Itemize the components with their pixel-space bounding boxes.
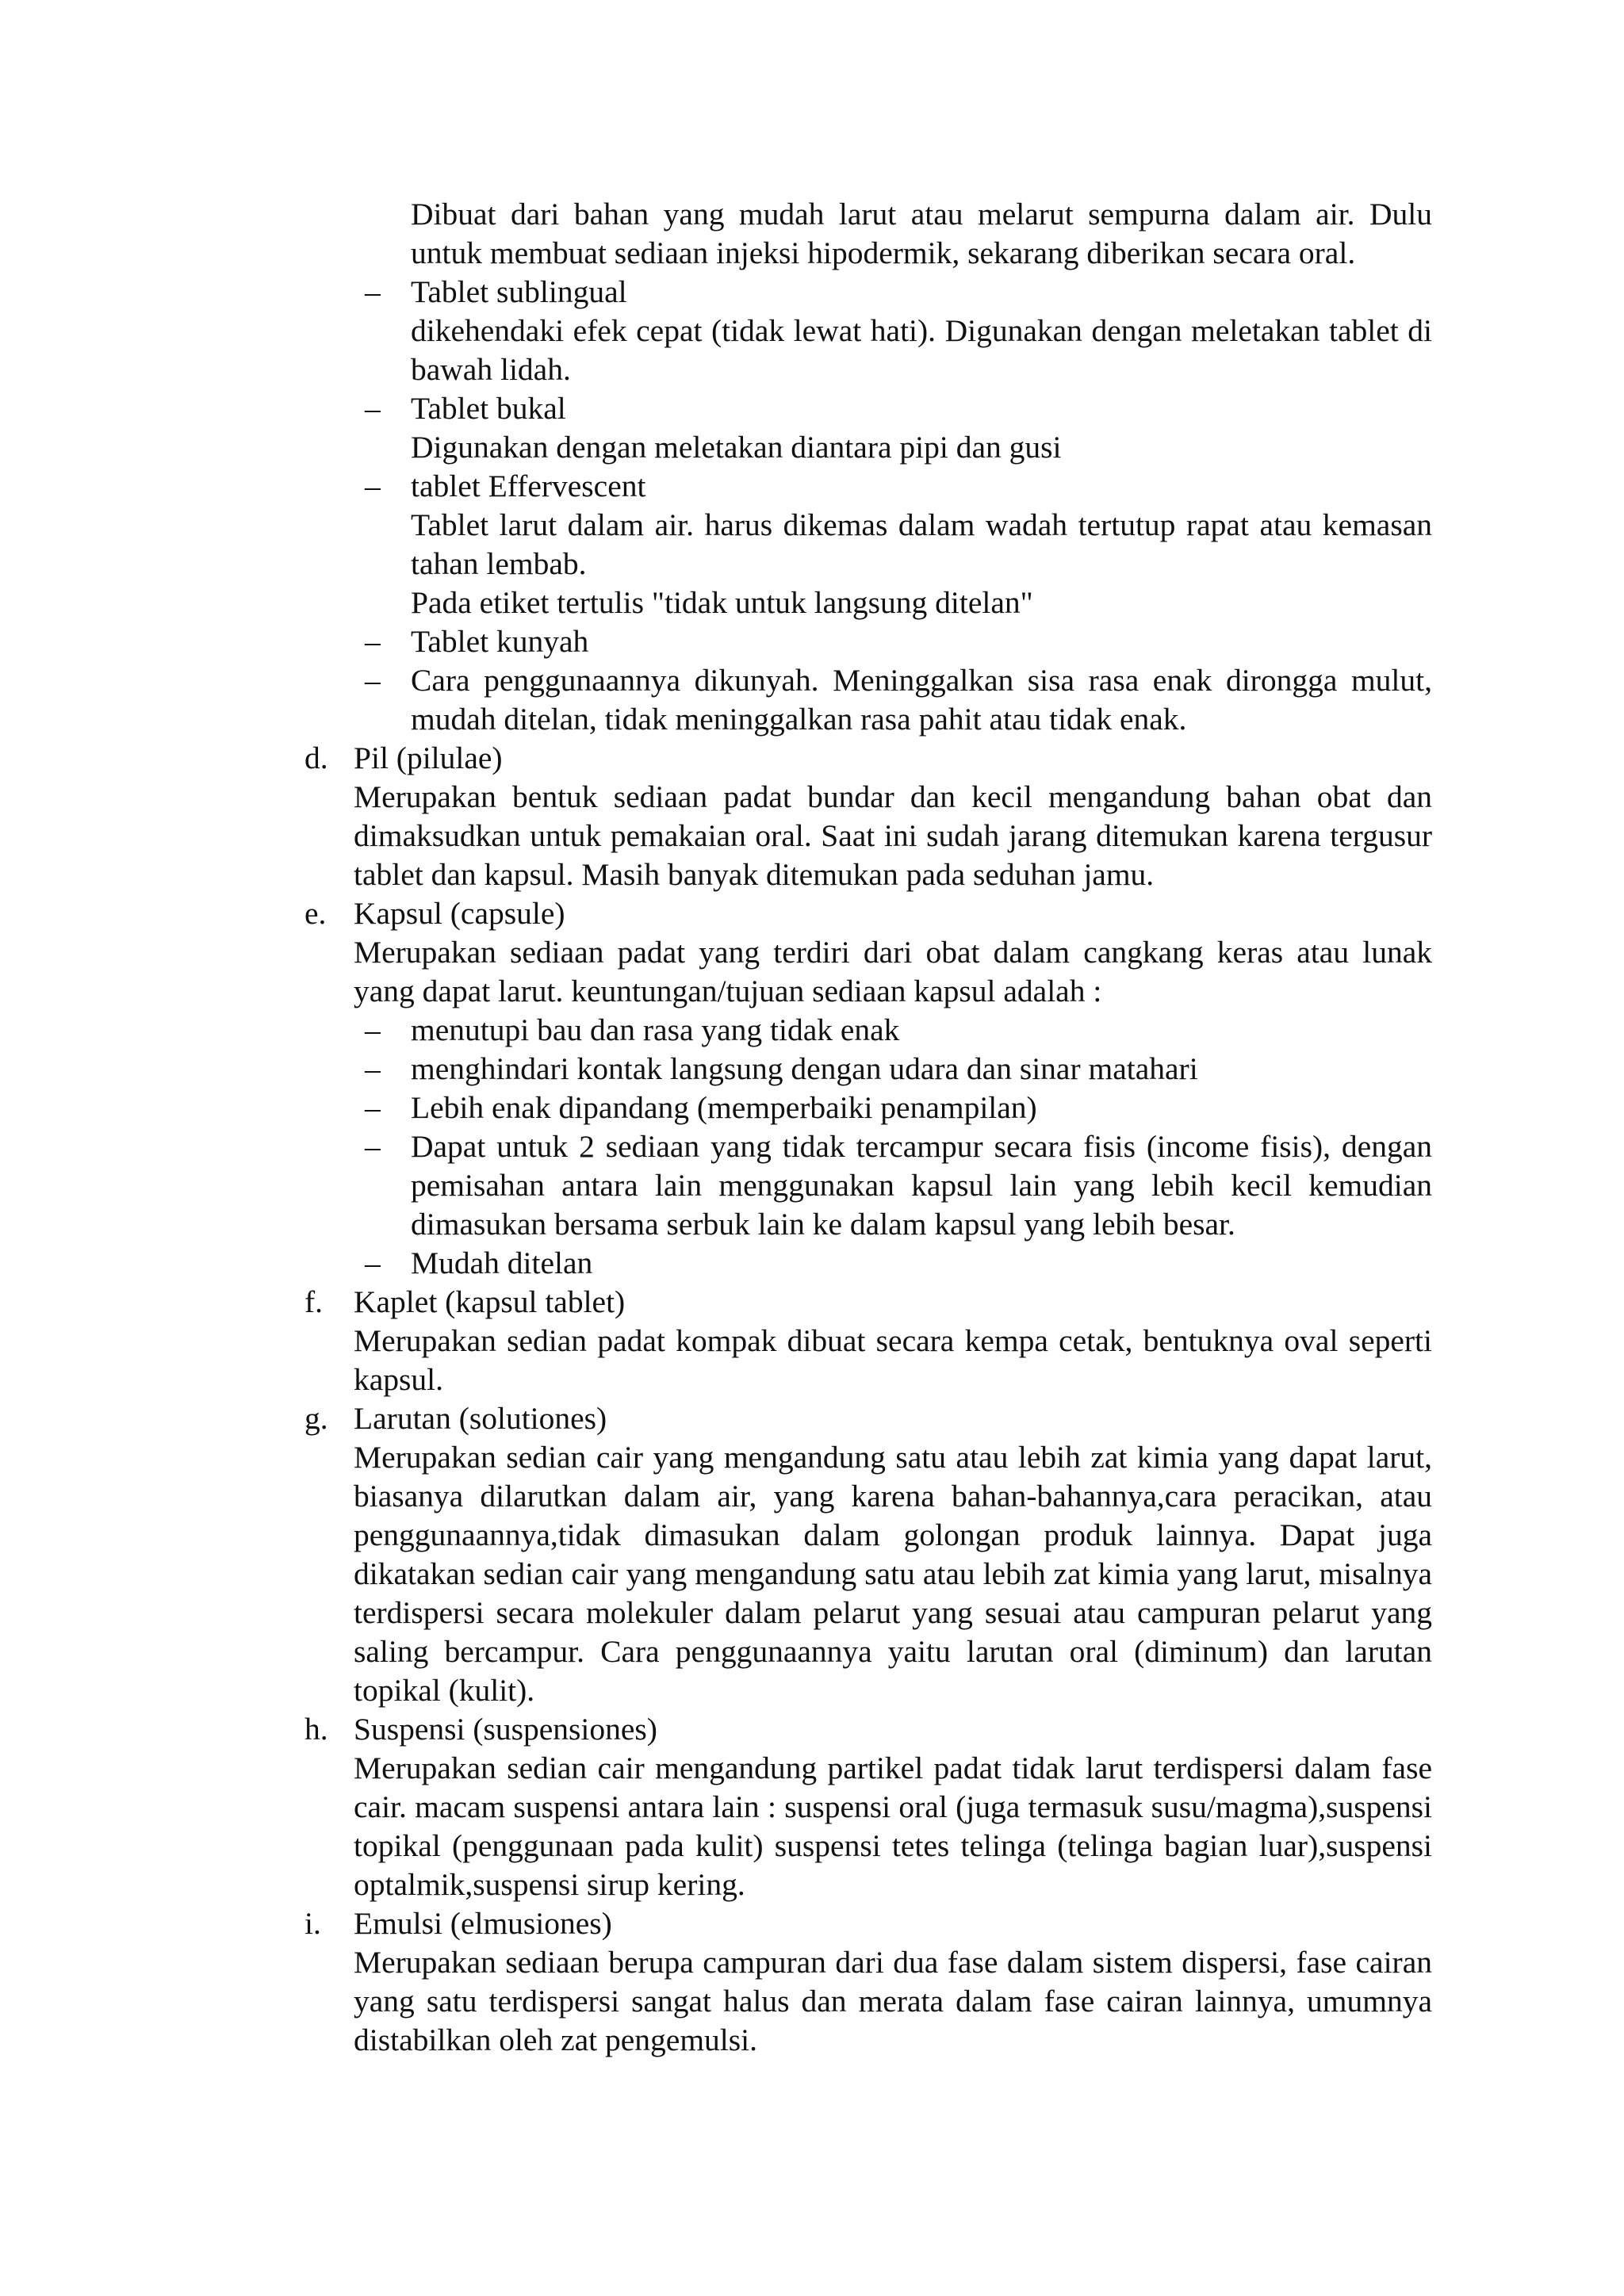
heading-kaplet-text: Kaplet (kapsul tablet) <box>354 1284 626 1319</box>
paragraph-etiket: Pada etiket tertulis "tidak untuk langsung ditelan" <box>411 585 1033 620</box>
bullet-tablet-bukal: – Tablet bukal <box>411 389 1432 428</box>
list-letter: f. <box>304 1284 324 1319</box>
bullet-tablet-kunyah: – Tablet kunyah <box>411 622 1432 661</box>
heading-suspensi-text: Suspensi (suspensiones) <box>354 1712 657 1747</box>
heading-emulsi-text: Emulsi (elmusiones) <box>354 1906 612 1941</box>
paragraph-bukal: Digunakan dengan meletakan diantara pipi dan gusi <box>411 430 1062 465</box>
list-letter: e. <box>304 896 327 931</box>
heading-larutan <box>304 1399 1432 1438</box>
paragraph-effervescent: Tablet larut dalam air. harus dikemas dalam wadah tertutup rapat atau kemasan tahan lembab. <box>411 507 1432 581</box>
paragraph-kapsul: Merupakan sediaan padat yang terdiri dari obat dalam cangkang keras atau lunak yang dapat larut. keuntungan/tujuan sediaan kapsul adalah : <box>354 935 1432 1008</box>
heading-suspensi <box>304 1710 1432 1749</box>
heading-kapsul-text: Kapsul (capsule) <box>354 896 565 931</box>
paragraph-pil: Merupakan bentuk sediaan padat bundar dan kecil mengandung bahan obat dan dimaksudkan untuk pemakaian oral. Saat ini sudah jarang ditemukan karena tergusur tablet dan kapsul. Masih banyak ditemukan pada seduhan jamu. <box>354 779 1432 892</box>
bullet-cara-penggunaan-kunyah: – Cara penggunaannya dikunyah. Meninggalkan sisa rasa enak dirongga mulut, mudah ditelan, tidak meninggalkan rasa pahit atau tidak enak. <box>411 661 1432 739</box>
bullet-menutupi-bau: – menutupi bau dan rasa yang tidak enak <box>411 1011 1432 1050</box>
heading-emulsi <box>304 1904 1432 1943</box>
paragraph-kaplet: Merupakan sedian padat kompak dibuat secara kempa cetak, bentuknya oval seperti kapsul. <box>354 1323 1432 1397</box>
paragraph-emulsi: Merupakan sediaan berupa campuran dari dua fase dalam sistem dispersi, fase cairan yang satu terdispersi sangat halus dan merata dalam fase cairan lainnya, umumnya distabilkan oleh zat pengemulsi. <box>354 1945 1432 2057</box>
bullet-tablet-sublingual: – Tablet sublingual <box>411 273 1432 312</box>
list-letter: i. <box>304 1906 321 1941</box>
list-letter: h. <box>304 1712 328 1747</box>
heading-pil-text: Pil (pilulae) <box>354 740 503 775</box>
paragraph-dissolving-tablet: Dibuat dari bahan yang mudah larut atau melarut sempurna dalam air. Dulu untuk membuat sediaan injeksi hipodermik, sekarang diberikan secara oral. <box>411 197 1432 270</box>
paragraph-suspensi: Merupakan sedian cair mengandung partikel padat tidak larut terdispersi dalam fase cair. macam suspensi antara lain : suspensi oral (juga termasuk susu/magma),suspensi topikal (penggunaan pada kulit) suspensi tetes telinga (telinga bagian luar),suspensi optalmik,suspensi sirup kering. <box>354 1751 1432 1902</box>
heading-larutan-text: Larutan (solutiones) <box>354 1401 607 1436</box>
paragraph-larutan: Merupakan sedian cair yang mengandung satu atau lebih zat kimia yang dapat larut, biasanya dilarutkan dalam air, yang karena bahan-bahannya,cara peracikan, atau penggunaannya,tidak dimasukan dalam golongan produk lainnya. Dapat juga dikatakan sedian cair yang mengandung satu atau lebih zat kimia yang larut, misalnya terdispersi secara molekuler dalam pelarut yang sesuai atau campuran pelarut yang saling bercampur. Cara penggunaannya yaitu larutan oral (diminum) dan larutan topikal (kulit). <box>354 1440 1432 1708</box>
list-letter: d. <box>304 740 328 775</box>
heading-pil <box>304 739 1432 778</box>
bullet-dapat-untuk-2-sediaan: – Dapat untuk 2 sediaan yang tidak tercampur secara fisis (income fisis), dengan pemisahan antara lain menggunakan kapsul lain yang lebih kecil kemudian dimasukan bersama serbuk lain ke dalam kapsul yang lebih besar. <box>411 1127 1432 1244</box>
list-letter: g. <box>304 1401 328 1436</box>
bullet-tablet-effervescent: – tablet Effervescent <box>411 467 1432 506</box>
bullet-menghindari-kontak: – menghindari kontak langsung dengan udara dan sinar matahari <box>411 1050 1432 1089</box>
bullet-lebih-enak: – Lebih enak dipandang (memperbaiki penampilan) <box>411 1089 1432 1127</box>
heading-kaplet <box>304 1283 1432 1322</box>
paragraph-sublingual: dikehendaki efek cepat (tidak lewat hati). Digunakan dengan meletakan tablet di bawah lidah. <box>411 313 1432 387</box>
bullet-mudah-ditelan: – Mudah ditelan <box>411 1244 1432 1283</box>
heading-kapsul <box>304 894 1432 933</box>
